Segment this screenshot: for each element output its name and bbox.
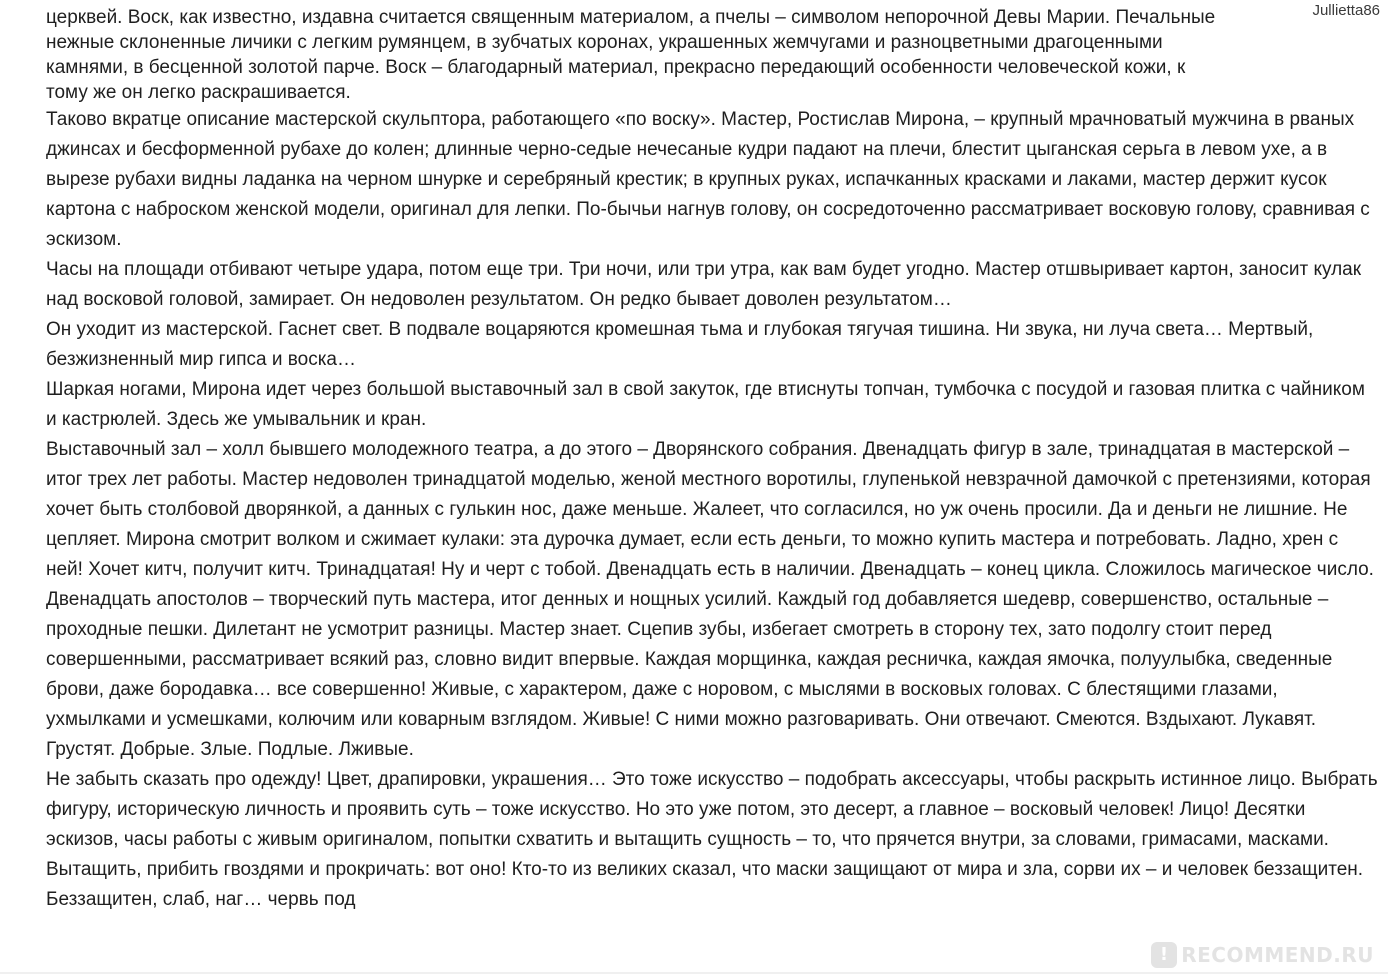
recommend-logo-icon: ! xyxy=(1151,942,1177,968)
paragraph: Не забыть сказать про одежду! Цвет, драпировки, украшения… Это тоже искусство – подобрать аксессуары, чтобы раскрыть истинное лицо. Выбрать фигуру, историческую личность и проявить суть – тоже искусство. Но это уже потом, это десерт, а главное – восковый человек! Лицо! Десятки эскизов, часы работы с живым оригиналом, попытки схватить и вытащить сущность – то, что прячется внутри, за словами, гримасами, масками. Вытащить, прибить гвоздями и прокричать: вот оно! Кто-то из великих сказал, что маски защищают от мира и зла, сорви их – и человек беззащитен. Беззащитен, слаб, наг… червь под xyxy=(46,769,1378,910)
paragraph: Он уходит из мастерской. Гаснет свет. В подвале воцаряются кромешная тьма и глубокая тягучая тишина. Ни звука, ни луча света… Мертвый, безжизненный мир гипса и воска… xyxy=(46,319,1314,370)
watermark-text: RECOMMEND.RU xyxy=(1181,943,1374,967)
lead-line: церквей. Воск, как известно, издавна считается священным материалом, а пчелы – символом непорочной Девы Марии. Печальные xyxy=(46,7,1216,28)
paragraph: Таково вкратце описание мастерской скульптора, работающего «по воску». Мастер, Ростислав Мирона, – крупный мрачноватый мужчина в рваных джинсах и бесформенной рубахе до колен; длинные черно-седые нечесаные кудри падают на плечи, блестит цыганская серьга в левом ухе, а в вырезе рубахи видны ладанка на черном шнурке и серебряный крестик; в крупных руках, испачканных красками и лаками, мастер держит кусок картона с наброском женской модели, оригинал для лепки. По-бычьи нагнув голову, он сосредоточенно рассматривает восковую голову, сравнивая с эскизом. xyxy=(46,109,1370,250)
lead-line: камнями, в бесценной золотой парче. Воск – благодарный материал, прекрасно передающий особенности человеческой кожи, к xyxy=(46,57,1186,78)
lead-line: нежные склоненные личики с легким румянцем, в зубчатых коронах, украшенных жемчугами и разноцветными драгоценными xyxy=(46,32,1163,53)
username-label: Jullietta86 xyxy=(1312,2,1380,19)
review-text xyxy=(46,5,1380,915)
paragraph-lead xyxy=(46,5,1380,105)
watermark xyxy=(1151,942,1374,968)
paragraph: Шаркая ногами, Мирона идет через большой выставочный зал в свой закуток, где втиснуты топчан, тумбочка с посудой и газовая плитка с чайником и кастрюлей. Здесь же умывальник и кран. xyxy=(46,379,1365,430)
paragraph: Выставочный зал – холл бывшего молодежного театра, а до этого – Дворянского собрания. Двенадцать фигур в зале, тринадцатая в мастерской – итог трех лет работы. Мастер недоволен тринадцатой моделью, женой местного воротилы, глупенькой невзрачной дамочкой с претензиями, которая хочет быть столбовой дворянкой, а данных с гулькин нос, даже меньше. Жалеет, что согласился, но уж очень просили. Да и деньги не лишние. Не цепляет. Мирона смотрит волком и сжимает кулаки: эта дурочка думает, если есть деньги, то можно купить мастера и потребовать. Ладно, хрен с ней! Хочет китч, получит китч. Тринадцатая! Ну и черт с тобой. Двенадцать есть в наличии. Двенадцать – конец цикла. Сложилось магическое число. Двенадцать апостолов – творческий путь мастера, итог денных и нощных усилий. Каждый год добавляется шедевр, совершенство, остальные – проходные пешки. Дилетант не усмотрит разницы. Мастер знает. Сцепив зубы, избегает смотреть в сторону тех, зато подолгу стоит перед совершенными, рассматривает всякий раз, словно видит впервые. Каждая морщинка, каждая ресничка, каждая ямочка, полуулыбка, сведенные брови, даже бородавка… все совершенно! Живые, с характером, даже с норовом, с мыслями в восковых головах. С блестящими глазами, ухмылками и усмешками, колючим или коварным взглядом. Живые! С ними можно разговаривать. Они отвечают. Смеются. Вздыхают. Лукавят. Грустят. Добрые. Злые. Подлые. Лживые. xyxy=(46,439,1374,760)
lead-line: тому же он легко раскрашивается. xyxy=(46,82,351,103)
paragraph: Часы на площади отбивают четыре удара, потом еще три. Три ночи, или три утра, как вам будет угодно. Мастер отшвыривает картон, заносит кулак над восковой головой, замирает. Он недоволен результатом. Он редко бывает доволен результатом… xyxy=(46,259,1362,310)
